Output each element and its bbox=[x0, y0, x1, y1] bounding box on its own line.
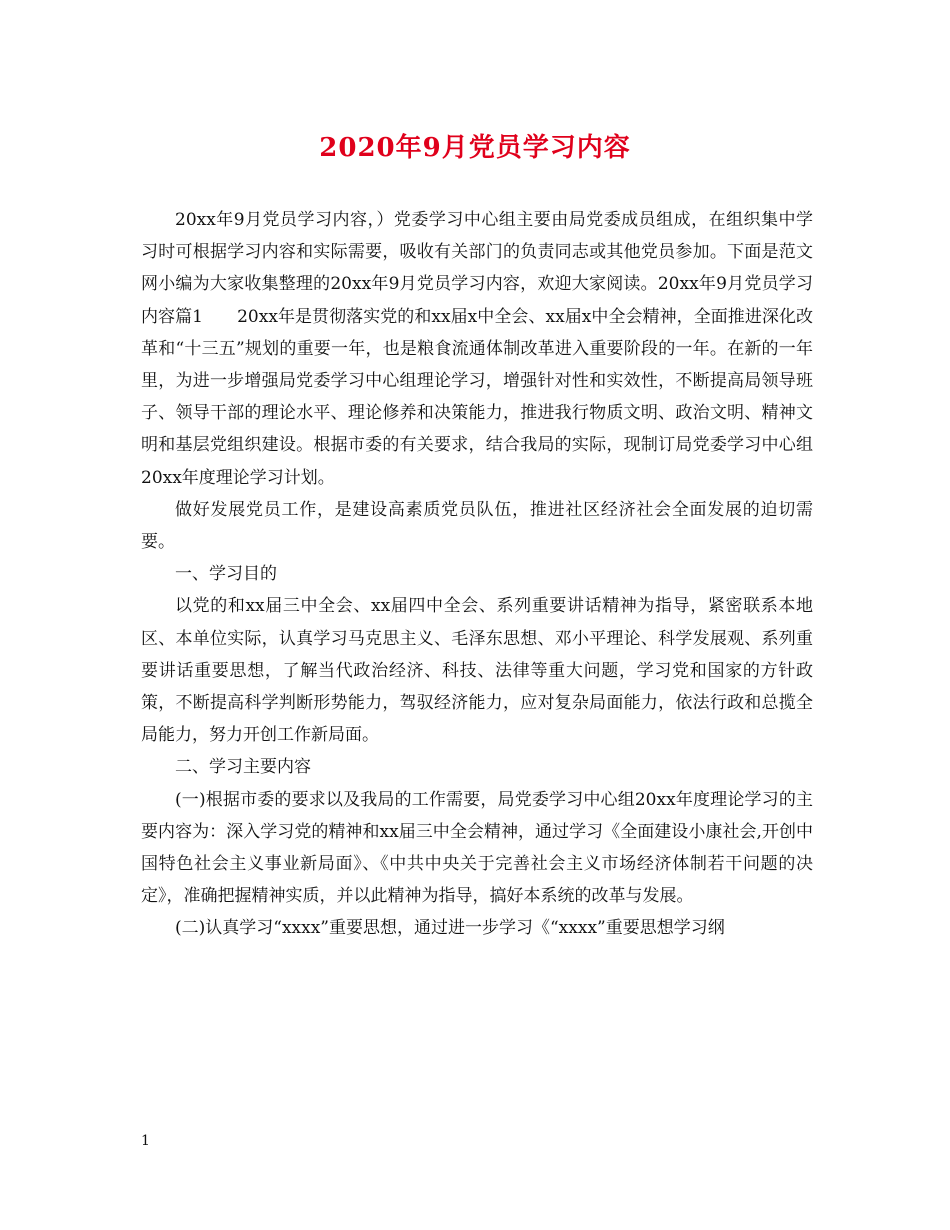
body-paragraph: (一)根据市委的要求以及我局的工作需要，局党委学习中心组20xx年度理论学习的主要内容为：深入学习党的精神和xx届三中全会精神，通过学习《全面建设小康社会,开创中国特色社会主义事业新局面》、《中共中央关于完善社会主义市场经济体制若干问题的决定》，准确把握精神实质，并以此精神为指导，搞好本系统的改革与发展。 bbox=[141, 789, 813, 907]
body-paragraph: 20xx年9月党员学习内容，）党委学习中心组主要由局党委成员组成，在组织集中学习时可根据学习内容和实际需要，吸收有关部门的负责同志或其他党员参加。下面是范文网小编为大家收集整理的20xx年9月党员学习内容，欢迎大家阅读。20xx年9月党员学习内容篇1 20xx年是贯彻落实党的和xx届x中全会、xx届x中全会精神，全面推进深化改革和“十三五”规划的重要一年，也是粮食流通体制改革进入重要阶段的一年。在新的一年里，为进一步增强局党委学习中心组理论学习，增强针对性和实效性，不断提高局领导班子、领导干部的理论水平、理论修养和决策能力，推进我行物质文明、政治文明、精神文明和基层党组织建设。根据市委的有关要求，结合我局的实际，现制订局党委学习中心组20xx年度理论学习计划。 bbox=[141, 210, 813, 488]
page-number: 1 bbox=[141, 1133, 150, 1149]
body-paragraph: 以党的和xx届三中全会、xx届四中全会、系列重要讲话精神为指导，紧密联系本地区、本单位实际，认真学习马克思主义、毛泽东思想、邓小平理论、科学发展观、系列重要讲话重要思想，了解当代政治经济、科技、法律等重大问题，学习党和国家的方针政策，不断提高科学判断形势能力，驾驭经济能力，应对复杂局面能力，依法行政和总揽全局能力，努力开创工作新局面。 bbox=[141, 596, 813, 746]
body-paragraph: (二)认真学习“xxxx”重要思想，通过进一步学习《“xxxx”重要思想学习纲 bbox=[175, 918, 725, 939]
document-title: 2020年9月党员学习内容 bbox=[319, 133, 631, 163]
section-heading: 二、学习主要内容 bbox=[175, 757, 311, 778]
document-body bbox=[141, 204, 813, 945]
section-heading: 一、学习目的 bbox=[175, 564, 277, 585]
body-paragraph: 做好发展党员工作，是建设高素质党员队伍，推进社区经济社会全面发展的迫切需要。 bbox=[141, 499, 813, 553]
